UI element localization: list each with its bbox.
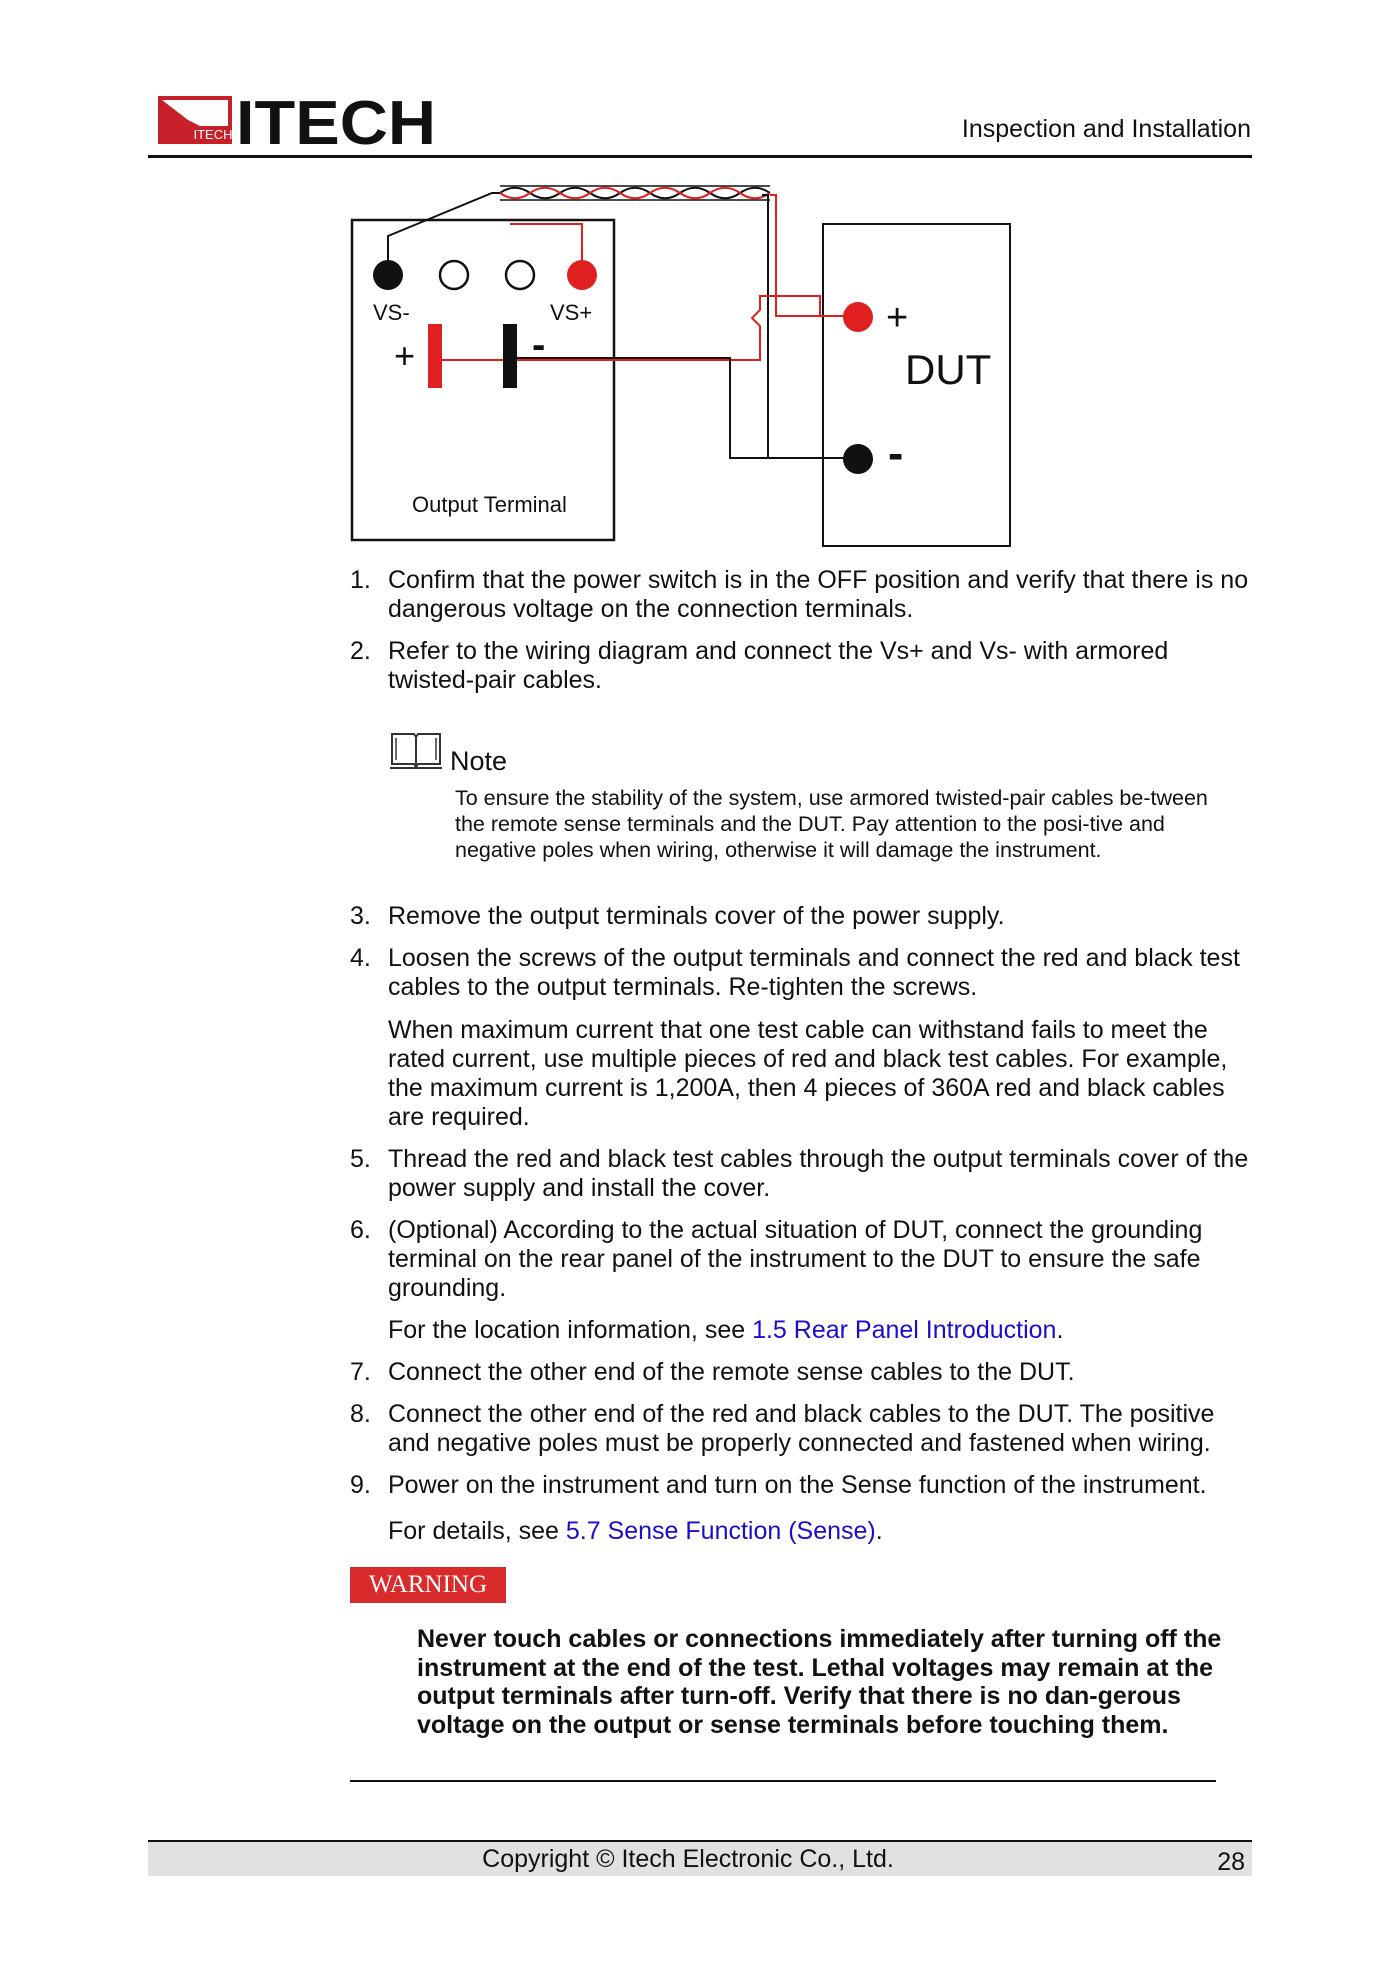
dut-minus-sign: - <box>888 427 904 479</box>
list-item-number: 5. <box>350 1145 371 1173</box>
list-item-text: Refer to the wiring diagram and connect the Vs+ and Vs- with armored twisted-pair cables. <box>388 637 1169 694</box>
book-icon <box>388 728 444 772</box>
output-plus-sign: + <box>394 335 416 376</box>
step-6-detail <box>388 1316 1250 1345</box>
step-9-detail-prefix: For details, see <box>388 1517 566 1545</box>
list-item-text: Connect the other end of the remote sense cables to the DUT. <box>388 1358 1075 1386</box>
vs-plus-label: VS+ <box>550 300 593 325</box>
list-item-number: 4. <box>350 944 371 972</box>
twisted-pair-cable <box>500 186 770 200</box>
step-6-detail-suffix: . <box>1056 1316 1064 1344</box>
list-item-number: 8. <box>350 1400 371 1428</box>
vs-plus-wire-stub <box>510 224 582 260</box>
list-item-number: 9. <box>350 1471 371 1499</box>
dut-plus-sign: + <box>886 297 909 339</box>
dut-plus-sense-wire <box>770 195 860 316</box>
output-plus-terminal <box>428 324 442 388</box>
list-item-number: 7. <box>350 1358 371 1386</box>
wiring-diagram <box>340 178 1030 550</box>
output-minus-terminal <box>503 324 517 388</box>
logo-badge-text: ITECH <box>193 127 233 142</box>
step-4-detail: When maximum current that one test cable can withstand fails to meet the rated current, use multiple pieces of red and black test cables. For example, the maximum current is 1,200A, then 4 pieces of 360A red and black cables are required. <box>388 1016 1228 1131</box>
output-minus-wire <box>510 358 843 458</box>
vs-minus-terminal <box>373 260 403 290</box>
warning-divider <box>350 1780 1216 1782</box>
warning-text: Never touch cables or connections immediately after turning off the instrument at the end of the test. Lethal voltages may remain at the output terminals after turn-off. Verify that there is no dan-gerous voltage on the output or sense terminals before touching them. <box>417 1625 1222 1739</box>
rear-panel-link[interactable]: 1.5 Rear Panel Introduction <box>752 1316 1057 1344</box>
vs-minus-label: VS- <box>373 300 410 325</box>
list-item-text: Remove the output terminals cover of the power supply. <box>388 902 1005 930</box>
header-divider <box>148 155 1252 158</box>
logo-wordmark: ITECH <box>236 92 436 148</box>
list-item-text: Power on the instrument and turn on the Sense function of the instrument. <box>388 1471 1207 1499</box>
list-item-text: Loosen the screws of the output terminals and connect the red and black test cables to the output terminals. Re-tighten the screws. <box>388 944 1240 1001</box>
header-section-title: Inspection and Installation <box>961 115 1251 143</box>
list-item-text: Thread the red and black test cables through the output terminals cover of the power supply and install the cover. <box>388 1145 1249 1202</box>
list-item-number: 3. <box>350 902 371 930</box>
sense-function-link[interactable]: 5.7 Sense Function (Sense) <box>565 1517 876 1545</box>
itech-logo <box>158 92 438 148</box>
step-9-detail <box>388 1517 1250 1546</box>
dut-label: DUT <box>905 346 992 393</box>
vs-minus-wire <box>388 193 500 260</box>
dut-plus-terminal <box>843 302 873 332</box>
sense-terminal-empty-2 <box>506 261 534 289</box>
list-item-text: Confirm that the power switch is in the OFF position and verify that there is no dangerous voltage on the connection terminals. <box>388 566 1249 623</box>
list-item-text: (Optional) According to the actual situation of DUT, connect the grounding terminal on the rear panel of the instrument to the DUT to ensure the safe grounding. <box>388 1216 1203 1302</box>
list-item-number: 1. <box>350 566 371 594</box>
list-item-number: 2. <box>350 637 371 665</box>
output-plus-wire <box>434 296 843 378</box>
list-item-text: Connect the other end of the red and black cables to the DUT. The positive and negative poles must be properly connected and fastened when wiring. <box>388 1400 1215 1457</box>
note-title: Note <box>450 746 508 776</box>
warning-label: WARNING <box>350 1567 506 1603</box>
output-terminal-label: Output Terminal <box>412 492 567 517</box>
output-minus-sign: - <box>532 323 546 367</box>
vs-plus-terminal <box>567 260 597 290</box>
note-text: To ensure the stability of the system, use armored twisted-pair cables be-tween the remote sense terminals and the DUT. Pay attention to the posi-tive and negative poles when wiring, otherwise it will damage the instrument. <box>455 786 1208 862</box>
list-item-number: 6. <box>350 1216 371 1244</box>
step-6-detail-prefix: For the location information, see <box>388 1316 753 1344</box>
footer-copyright: Copyright © Itech Electronic Co., Ltd. <box>482 1845 894 1873</box>
sense-terminal-empty-1 <box>440 261 468 289</box>
dut-minus-terminal <box>843 444 873 474</box>
page-number: 28 <box>1217 1848 1245 1876</box>
step-9-detail-suffix: . <box>875 1517 883 1545</box>
